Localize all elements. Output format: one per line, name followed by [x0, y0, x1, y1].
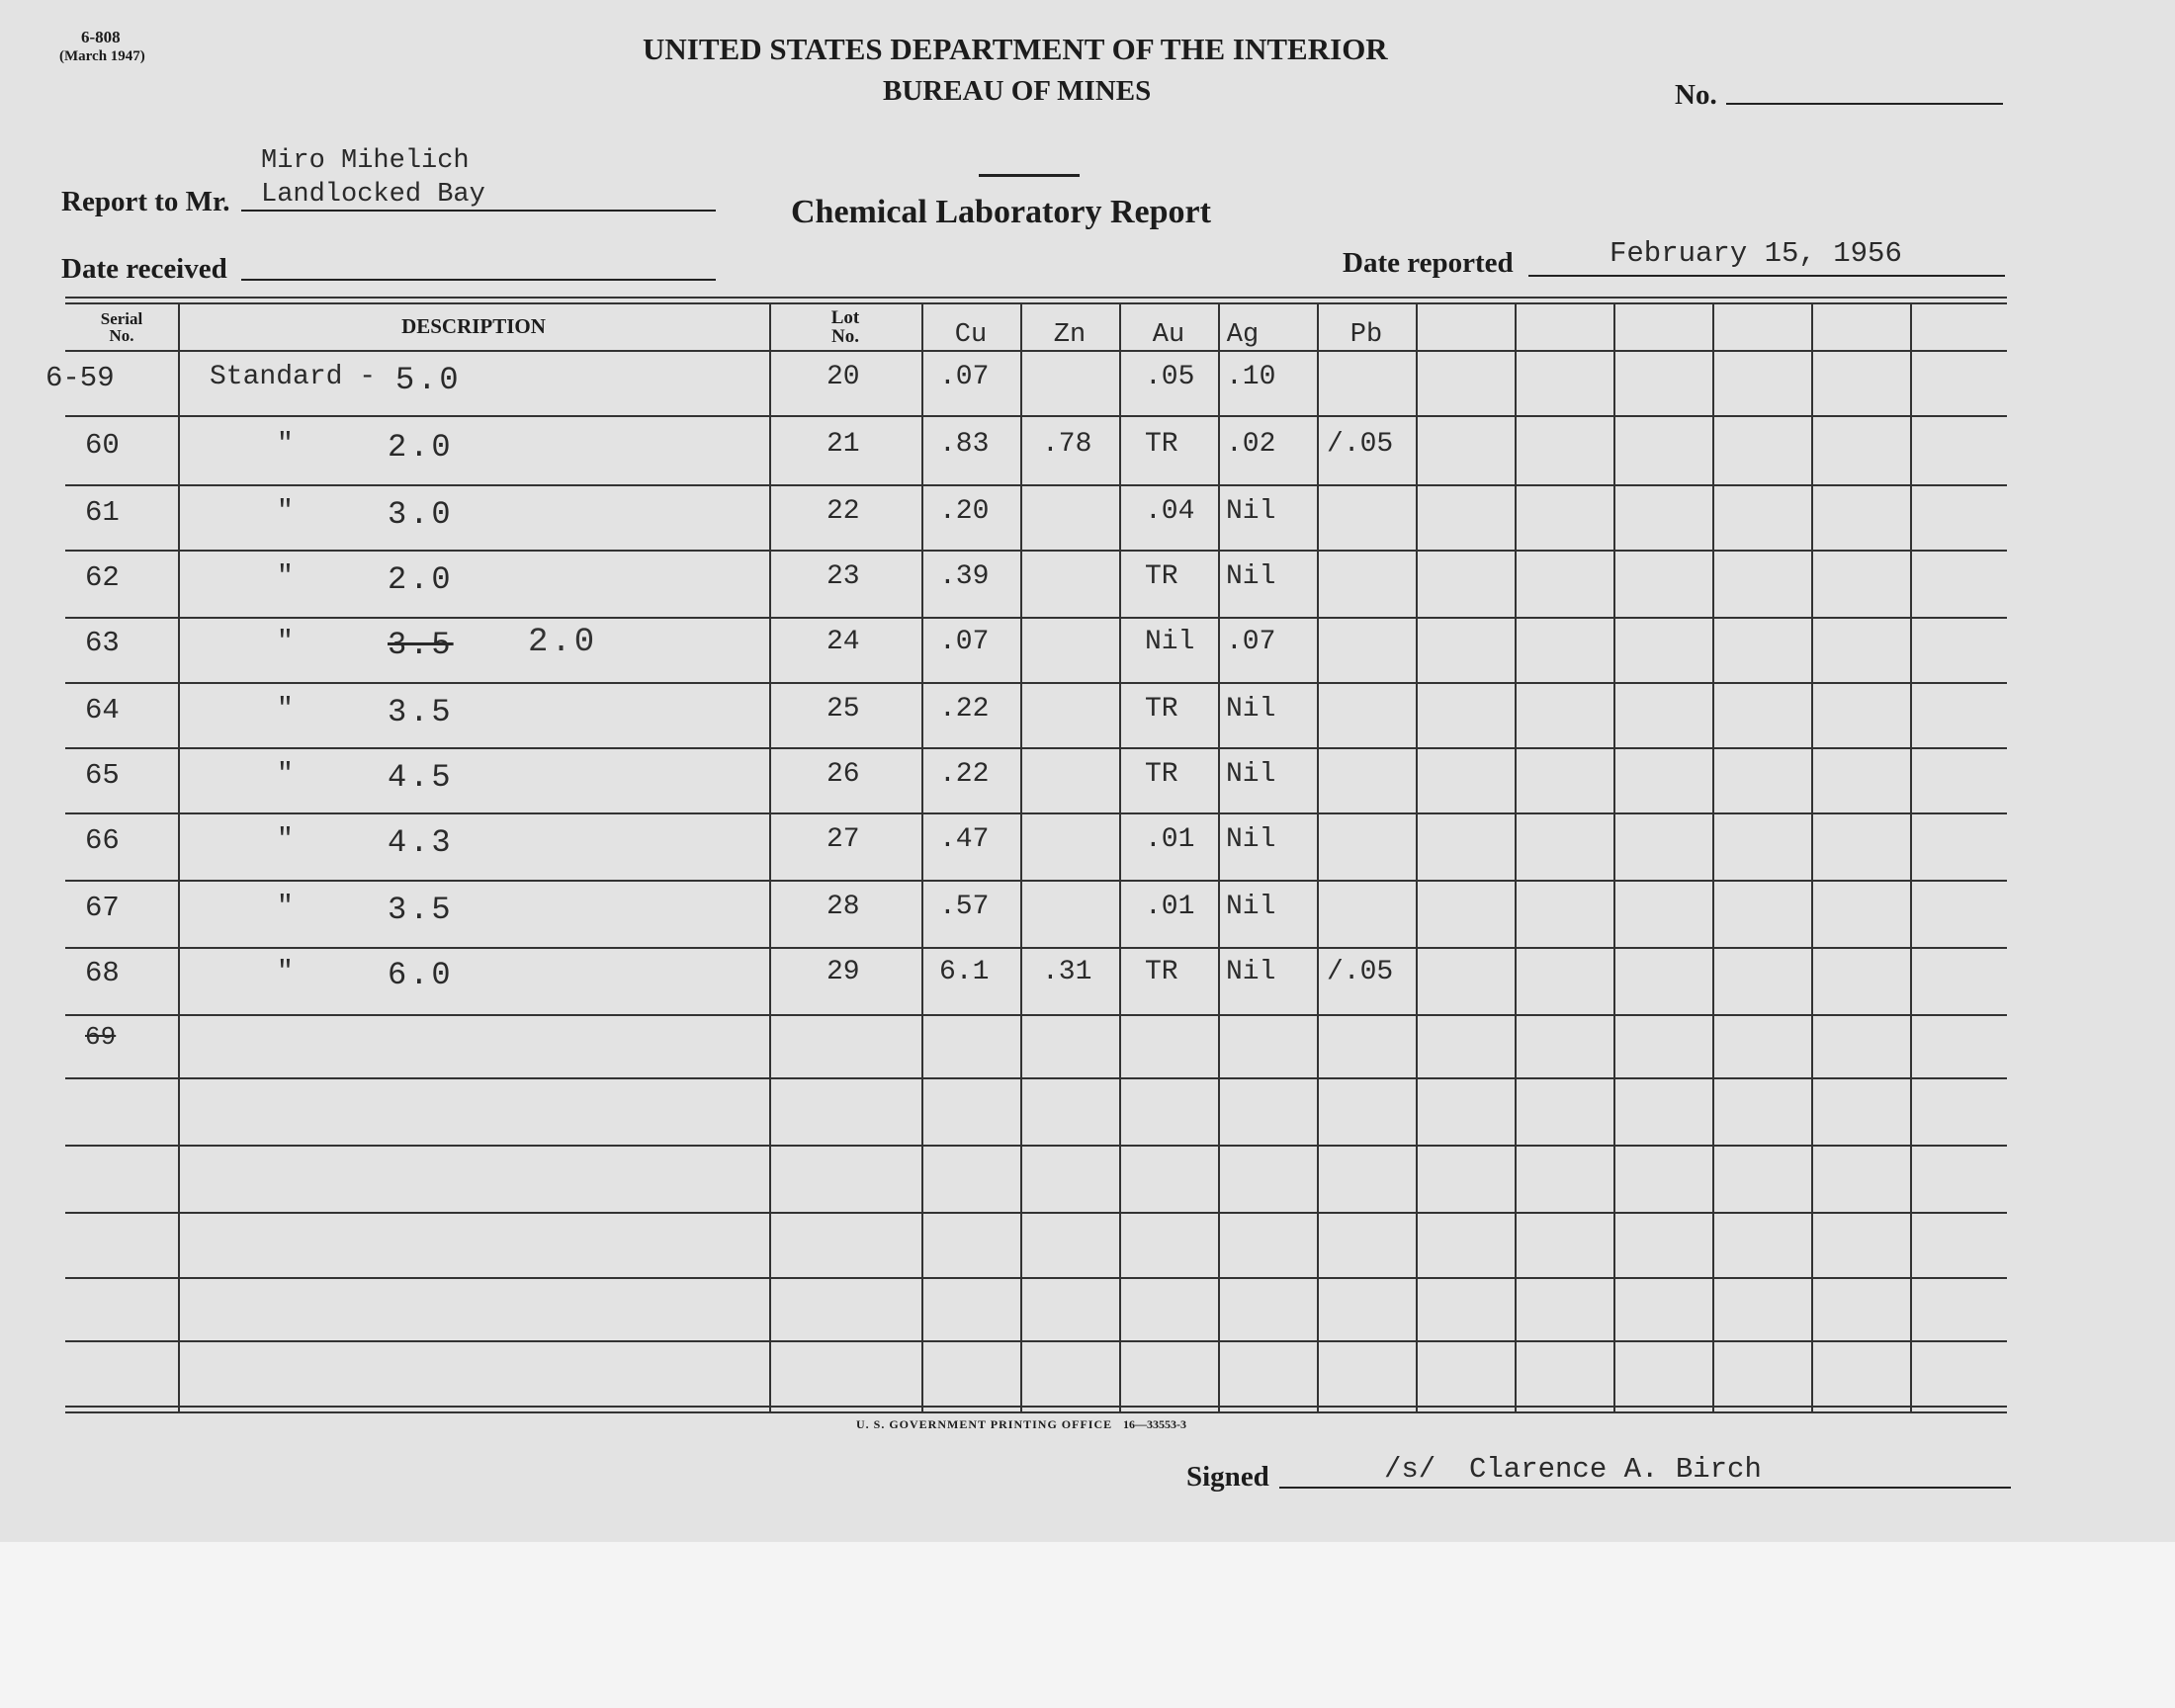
- row-rule: [65, 1014, 2007, 1016]
- cu-cell: .20: [939, 496, 990, 527]
- date-reported-value: February 15, 1956: [1610, 237, 1902, 270]
- col-divider: [1416, 304, 1418, 1411]
- row-rule: [65, 484, 2007, 486]
- report-to-name: Miro Mihelich: [261, 146, 470, 176]
- header-au: Au: [1152, 320, 1185, 350]
- table-bottom-rule-2: [65, 1411, 2007, 1413]
- header-serial-line2: No.: [109, 326, 134, 345]
- print-code: 16—33553-3: [1123, 1417, 1186, 1431]
- serial-cell: 68: [85, 956, 120, 989]
- au-cell: TR: [1145, 694, 1178, 725]
- header-serial: [65, 310, 178, 344]
- description-cell: ": [277, 561, 294, 592]
- ag-cell: Nil: [1226, 694, 1276, 725]
- lot-cell: 24: [826, 627, 860, 657]
- col-divider: [1613, 304, 1615, 1411]
- signature-field[interactable]: [1279, 1487, 2011, 1489]
- col-divider: [1317, 304, 1319, 1411]
- lot-cell: 21: [826, 429, 860, 460]
- table-top-rule: [65, 297, 2007, 299]
- description-value-cell: 3.5: [388, 892, 454, 928]
- description-value-cell: 2.0: [388, 429, 454, 466]
- col-divider: [1811, 304, 1813, 1411]
- description-cell: ": [277, 496, 294, 527]
- header-lot-line2: No.: [831, 326, 859, 347]
- au-cell: .01: [1145, 824, 1195, 855]
- serial-cell: 6-59: [45, 361, 115, 394]
- serial-cell: 63: [85, 626, 120, 659]
- col-divider: [1218, 304, 1220, 1411]
- header-lot: [801, 308, 890, 346]
- no-label: No.: [1675, 79, 1717, 111]
- lot-cell: 28: [826, 892, 860, 922]
- signature-mark: /s/: [1384, 1453, 1436, 1486]
- header-cu: Cu: [954, 320, 988, 350]
- ag-cell: Nil: [1226, 824, 1276, 855]
- serial-cell: 64: [85, 693, 120, 726]
- ag-cell: Nil: [1226, 892, 1276, 922]
- ag-cell: Nil: [1226, 561, 1276, 592]
- description-cell: ": [277, 694, 294, 725]
- lot-cell: 26: [826, 759, 860, 790]
- serial-cell: 61: [85, 495, 120, 529]
- au-cell: .04: [1145, 496, 1195, 527]
- description-value-cell: 6.0: [388, 957, 454, 993]
- col-divider: [178, 304, 180, 1411]
- au-cell: .05: [1145, 362, 1195, 392]
- cu-cell: .57: [939, 892, 990, 922]
- date-reported-label: Date reported: [1343, 247, 1514, 279]
- row-rule: [65, 1277, 2007, 1279]
- header-pb: Pb: [1349, 320, 1383, 350]
- row-rule: [65, 1212, 2007, 1214]
- row-rule: [65, 682, 2007, 684]
- cu-cell: .07: [939, 362, 990, 392]
- cu-cell: 6.1: [939, 957, 990, 987]
- lot-cell: 29: [826, 957, 860, 987]
- cu-cell: .39: [939, 561, 990, 592]
- zn-cell: .31: [1042, 957, 1092, 987]
- signer-name: Clarence A. Birch: [1469, 1453, 1762, 1486]
- au-cell: Nil: [1145, 627, 1195, 657]
- cu-cell: .47: [939, 824, 990, 855]
- ag-cell: Nil: [1226, 957, 1276, 987]
- lot-cell: 20: [826, 362, 860, 392]
- scan-margin: [0, 1542, 2175, 1708]
- report-to-location: Landlocked Bay: [261, 180, 485, 210]
- description-cell: ": [277, 759, 294, 790]
- date-reported-field[interactable]: [1528, 275, 2005, 277]
- col-divider: [1020, 304, 1022, 1411]
- description-value-cell: 4.3: [388, 824, 454, 861]
- row-rule: [65, 617, 2007, 619]
- ag-cell: .02: [1226, 429, 1276, 460]
- serial-cell: 60: [85, 428, 120, 462]
- description-value-cell: 5.0: [395, 362, 462, 398]
- row-rule: [65, 1077, 2007, 1079]
- ag-cell: Nil: [1226, 496, 1276, 527]
- description-cell: ": [277, 429, 294, 460]
- description-cell: ": [277, 824, 294, 855]
- report-to-label: Report to Mr.: [61, 186, 230, 217]
- zn-cell: .78: [1042, 429, 1092, 460]
- serial-cell: 67: [85, 891, 120, 924]
- pb-cell: /.05: [1327, 957, 1394, 987]
- description-cell: ": [277, 957, 294, 987]
- row-rule: [65, 812, 2007, 814]
- cu-cell: .07: [939, 627, 990, 657]
- lot-cell: 27: [826, 824, 860, 855]
- au-cell: TR: [1145, 957, 1178, 987]
- description-value-cell: 2.0: [388, 561, 454, 598]
- title-rule: [979, 174, 1080, 177]
- printing-office: U. S. GOVERNMENT PRINTING OFFICE: [856, 1417, 1113, 1431]
- row-rule: [65, 550, 2007, 552]
- lot-cell: 22: [826, 496, 860, 527]
- header-serial-line1: Serial: [100, 309, 143, 328]
- description-value-cell: 3.5: [388, 694, 454, 730]
- au-cell: .01: [1145, 892, 1195, 922]
- row-rule: [65, 747, 2007, 749]
- ag-cell: Nil: [1226, 759, 1276, 790]
- header-lot-line1: Lot: [830, 307, 860, 328]
- date-received-field[interactable]: [241, 279, 716, 281]
- description-cell: ": [277, 627, 294, 657]
- col-divider: [769, 304, 771, 1411]
- header-zn: Zn: [1053, 320, 1087, 350]
- serial-cell: 69: [85, 1021, 117, 1052]
- ag-cell: .07: [1226, 627, 1276, 657]
- serial-cell: 65: [85, 758, 120, 792]
- serial-cell: 62: [85, 560, 120, 594]
- cu-cell: .22: [939, 759, 990, 790]
- date-received-label: Date received: [61, 253, 227, 285]
- description-value-cell: 4.5: [388, 759, 454, 796]
- row-rule: [65, 1145, 2007, 1147]
- header-description: DESCRIPTION: [401, 314, 546, 338]
- no-field[interactable]: [1726, 103, 2003, 105]
- row-rule: [65, 1340, 2007, 1342]
- lot-cell: 25: [826, 694, 860, 725]
- description-cell: Standard -: [210, 362, 377, 392]
- signed-label: Signed: [1186, 1461, 1269, 1493]
- pb-cell: /.05: [1327, 429, 1394, 460]
- description-value-corrected-cell: 2.0: [528, 624, 598, 661]
- col-divider: [1515, 304, 1517, 1411]
- table-top-rule-2: [65, 302, 2007, 304]
- header-ag: Ag: [1226, 320, 1260, 350]
- header-rule: [65, 350, 2007, 352]
- description-value-cell: 3.0: [388, 496, 454, 533]
- table-bottom-rule: [65, 1406, 2007, 1408]
- cu-cell: .22: [939, 694, 990, 725]
- lot-cell: 23: [826, 561, 860, 592]
- description-cell: ": [277, 892, 294, 922]
- serial-cell: 66: [85, 823, 120, 857]
- row-rule: [65, 415, 2007, 417]
- agency-title: UNITED STATES DEPARTMENT OF THE INTERIOR: [643, 32, 1388, 66]
- ag-cell: .10: [1226, 362, 1276, 392]
- cu-cell: .83: [939, 429, 990, 460]
- col-divider: [1712, 304, 1714, 1411]
- au-cell: TR: [1145, 429, 1178, 460]
- report-title: Chemical Laboratory Report: [791, 194, 1211, 230]
- col-divider: [1119, 304, 1121, 1411]
- au-cell: TR: [1145, 759, 1178, 790]
- form-number: 6-808: [81, 28, 121, 46]
- description-value-cell: 3.5: [388, 627, 454, 663]
- form-date: (March 1947): [59, 48, 145, 64]
- bureau-title: BUREAU OF MINES: [883, 75, 1152, 107]
- col-divider: [1910, 304, 1912, 1411]
- col-divider: [921, 304, 923, 1411]
- row-rule: [65, 880, 2007, 882]
- report-to-field[interactable]: [241, 210, 716, 212]
- au-cell: TR: [1145, 561, 1178, 592]
- row-rule: [65, 947, 2007, 949]
